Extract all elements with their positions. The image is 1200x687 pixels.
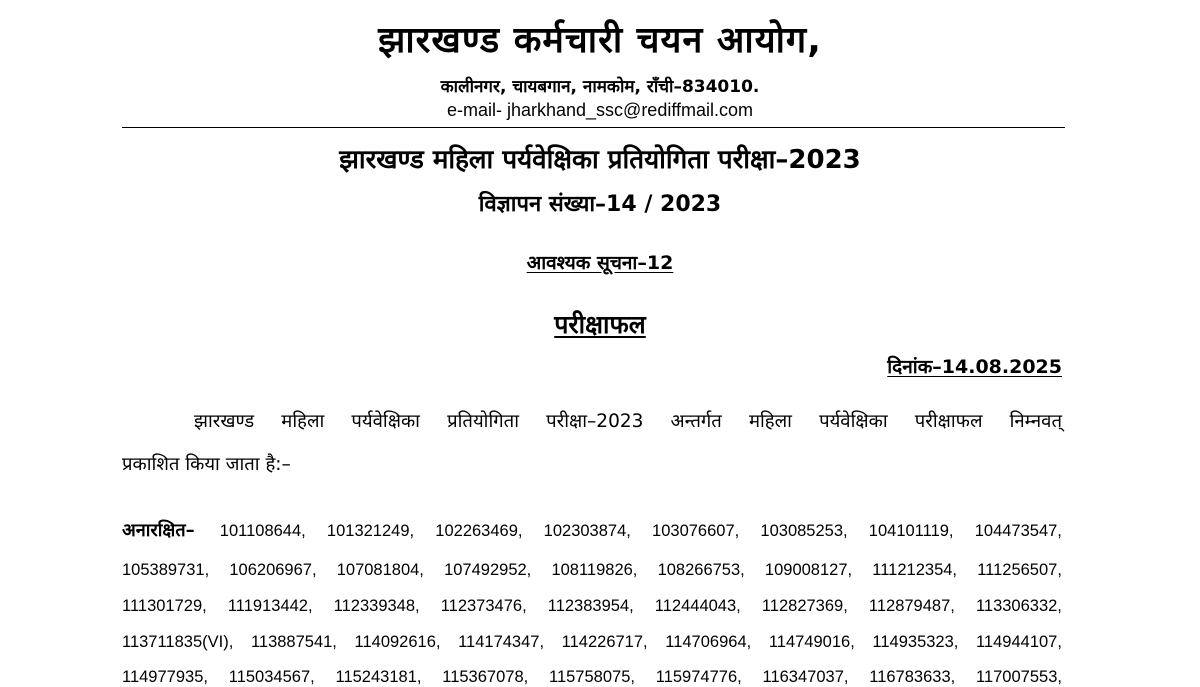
notice-number-text: आवश्यक सूचना–12: [526, 252, 674, 274]
header-divider: [122, 127, 1065, 128]
roll-number: 112339348,: [333, 597, 420, 615]
roll-number: 104473547,: [974, 522, 1062, 540]
organization-email: e-mail- jharkhand_ssc@rediffmail.com: [446, 100, 754, 120]
exam-title: झारखण्ड महिला पर्यवेक्षिका प्रतियोगिता परीक्षा–2023: [339, 145, 861, 175]
roll-number: 114226717,: [561, 633, 648, 651]
roll-number: 112383954,: [547, 597, 634, 615]
roll-number: 115367078,: [442, 668, 529, 686]
roll-number-row: [122, 633, 1062, 652]
roll-number: 114092616,: [354, 633, 441, 651]
roll-number: 114944107,: [975, 633, 1062, 651]
roll-number: 113887541,: [250, 633, 337, 651]
roll-number: 104101119,: [868, 522, 954, 540]
roll-number: 108119826,: [551, 561, 638, 579]
intro-paragraph-line-1: झारखण्ड महिला पर्यवेक्षिका प्रतियोगिता परीक्षा–2023 अन्तर्गत महिला पर्यवेक्षिका परीक्षाफल निम्नवत्: [194, 411, 1062, 432]
roll-number: 102263469,: [435, 522, 523, 540]
organization-address: कालीनगर, चायबगान, नामकोम, राँची–834010.: [440, 77, 760, 97]
roll-number: 112373476,: [440, 597, 527, 615]
roll-number: 102303874,: [543, 522, 631, 540]
organization-name: झारखण्ड कर्मचारी चयन आयोग,: [378, 20, 822, 61]
roll-number: 116783633,: [869, 668, 956, 686]
roll-number: 105389731,: [122, 561, 210, 579]
roll-number: 114174347,: [458, 633, 545, 651]
result-heading-text: परीक्षाफल: [554, 310, 646, 339]
roll-number: 103076607,: [652, 522, 740, 540]
roll-number: 108266753,: [657, 561, 745, 579]
roll-number: 101321249,: [326, 522, 415, 540]
roll-number: 112827369,: [761, 597, 848, 615]
roll-number: 111301729,: [122, 597, 207, 615]
result-heading: [0, 307, 1200, 341]
notice-date: [887, 353, 1062, 379]
roll-number: 111256507,: [977, 561, 1062, 579]
notice-date-text: दिनांक–14.08.2025: [887, 356, 1062, 378]
roll-number-row: [122, 668, 1062, 687]
roll-number: 114749016,: [768, 633, 855, 651]
roll-number-row: [122, 518, 1062, 542]
roll-number: 101108644,: [219, 522, 306, 540]
roll-number: 113711835(VI),: [122, 633, 234, 651]
roll-number: 112879487,: [868, 597, 955, 615]
roll-number: 107492952,: [444, 561, 532, 579]
roll-number: 115758075,: [549, 668, 635, 686]
roll-number: 107081804,: [336, 561, 424, 579]
roll-number: 117007553,: [976, 668, 1062, 686]
advertisement-number: विज्ञापन संख्या–14 / 2023: [478, 192, 722, 217]
category-label: अनारक्षित–: [122, 520, 195, 541]
roll-number-row: [122, 561, 1062, 580]
notice-number: [0, 249, 1200, 275]
roll-number: 113306332,: [975, 597, 1062, 615]
roll-number: 103085253,: [760, 522, 848, 540]
roll-number: 115243181,: [335, 668, 422, 686]
roll-number: 114977935,: [122, 668, 208, 686]
roll-number: 112444043,: [654, 597, 741, 615]
roll-number-row: [122, 597, 1062, 616]
roll-number: 111913442,: [227, 597, 313, 615]
roll-number: 111212354,: [872, 561, 958, 579]
roll-number: 109008127,: [764, 561, 853, 579]
roll-number: 114935323,: [872, 633, 959, 651]
roll-number: 115034567,: [228, 668, 315, 686]
intro-paragraph-line-2: प्रकाशित किया जाता है:–: [122, 454, 291, 475]
roll-number: 114706964,: [665, 633, 752, 651]
roll-number: 115974776,: [655, 668, 742, 686]
roll-number: 106206967,: [229, 561, 317, 579]
roll-number: 116347037,: [762, 668, 849, 686]
